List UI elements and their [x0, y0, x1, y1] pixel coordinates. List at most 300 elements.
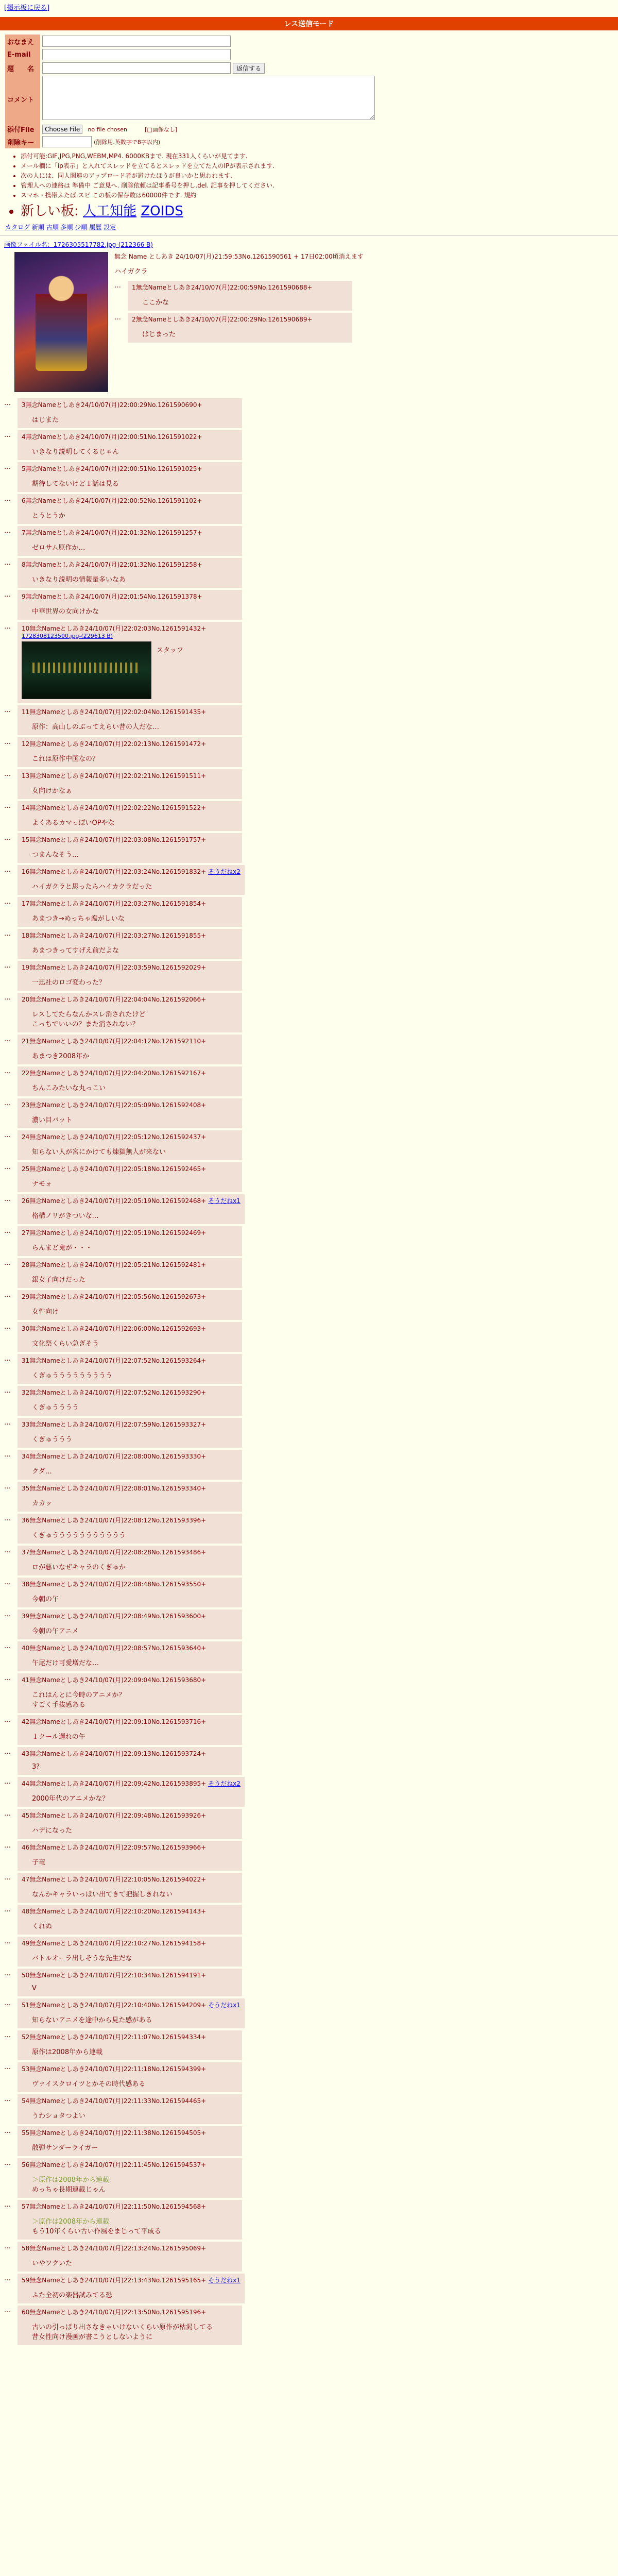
- reply-body: [32, 1402, 238, 1412]
- reply-line: ヴァイスクロイツとかその時代感ある: [32, 2080, 146, 2088]
- reply-body: [32, 1242, 238, 1252]
- reply-header: 56無念Nameとしあき24/10/07(月)22:11:45No.1261594537+: [22, 2161, 207, 2168]
- reply-marker: …: [4, 1547, 11, 1554]
- reply-header: 30無念Nameとしあき24/10/07(月)22:06:00No.1261592693+: [22, 1325, 207, 1332]
- reply-post: [18, 1937, 242, 1967]
- reply-body: [32, 977, 238, 987]
- reply-line: すごく手抜感ある: [32, 1701, 86, 1709]
- email-label: E-mail: [5, 48, 40, 61]
- reply-body: [32, 606, 238, 616]
- reply-header: 27無念Nameとしあき24/10/07(月)22:05:19No.1261592469+: [22, 1229, 207, 1236]
- reply-header: 40無念Nameとしあき24/10/07(月)22:08:57No.1261593640+: [22, 1645, 207, 1652]
- reply-header: 10無念Nameとしあき24/10/07(月)22:02:03No.1261591432+: [22, 625, 207, 632]
- reply-file-link[interactable]: 1728308123500.jpg-(229613 B): [22, 633, 113, 639]
- reply-marker: …: [4, 1778, 11, 1786]
- reply-marker: …: [4, 834, 11, 842]
- reply-marker: …: [4, 962, 11, 970]
- reply-body: [32, 446, 238, 456]
- reply-body: [32, 849, 238, 859]
- reply-line: 散弾サンダーライガー: [32, 2144, 98, 2152]
- reply-line: レスしてたらなんかスレ消されたけど: [32, 1011, 146, 1019]
- reply-body: [32, 1274, 238, 1284]
- reply-header: 17無念Nameとしあき24/10/07(月)22:03:27No.1261591854+: [22, 900, 207, 907]
- reply-row: [4, 1418, 614, 1448]
- catalog-link[interactable]: カタログ: [5, 224, 30, 231]
- sort-new-link[interactable]: 新順: [31, 224, 44, 231]
- choose-file-button[interactable]: Choose File: [42, 125, 82, 134]
- email-input[interactable]: [42, 49, 231, 60]
- new-board-label: 新しい板:: [21, 204, 79, 219]
- reply-body: [32, 510, 238, 520]
- sort-many-link[interactable]: 多順: [60, 224, 73, 231]
- reply-marker: …: [4, 1419, 11, 1427]
- reply-post: [18, 929, 242, 959]
- post-form: [5, 35, 613, 148]
- reply-post: [18, 2094, 242, 2124]
- reply-body: [32, 721, 238, 731]
- reply-header: 7無念Nameとしあき24/10/07(月)22:01:32No.1261591257+: [22, 529, 202, 536]
- reply-marker: …: [4, 2307, 11, 2314]
- new-board-link-ai[interactable]: 人工知能: [83, 204, 137, 219]
- reply-post: [128, 313, 352, 343]
- reply-marker: …: [114, 282, 121, 290]
- reply-header: 47無念Nameとしあき24/10/07(月)22:10:05No.1261594022+: [22, 1876, 207, 1883]
- new-board-notice: [21, 200, 608, 219]
- reply-header: 3無念Nameとしあき24/10/07(月)22:00:29No.1261590690+: [22, 401, 202, 409]
- reply-body: [32, 1763, 238, 1771]
- reply-post: [18, 705, 242, 735]
- reply-line: いやワクいた: [32, 2260, 73, 2267]
- rule-item: • 添付可能:GIF,JPG,PNG,WEBM,MP4. 6000KBまで. 現在331人くらいが見てます.: [21, 151, 608, 160]
- reply-body: [32, 1921, 238, 1930]
- reply-line: めっちゃ長期連載じゃん: [32, 2186, 106, 2194]
- reply-post: [18, 494, 242, 524]
- reply-row: [114, 313, 614, 343]
- reply-post: [18, 801, 242, 831]
- reply-marker: …: [4, 1674, 11, 1682]
- reply-body: [32, 542, 238, 552]
- reply-line: くぎゅううううううううううう: [32, 1532, 126, 1539]
- reply-marker: …: [4, 1227, 11, 1235]
- reply-row: [4, 558, 614, 588]
- reply-row: [4, 622, 614, 703]
- reply-line: くれぬ: [32, 1923, 53, 1930]
- reply-marker: …: [4, 1938, 11, 1945]
- reply-body: [32, 2078, 238, 2088]
- reply-line: とうとうか: [32, 512, 66, 520]
- reply-line: うわショタつよい: [32, 2112, 85, 2120]
- reply-marker: …: [4, 2031, 11, 2039]
- thread: [0, 240, 618, 2345]
- reply-body: [32, 1434, 238, 1444]
- reply-post: [18, 1066, 242, 1096]
- reply-post: [18, 2306, 242, 2345]
- reply-body: [32, 2110, 238, 2120]
- reply-header: 6無念Nameとしあき24/10/07(月)22:00:52No.1261591102+: [22, 497, 202, 504]
- reply-line: ハイガクラと思ったらハイカクラだった: [32, 883, 152, 891]
- reply-body: [32, 817, 238, 827]
- reply-marker: …: [4, 463, 11, 471]
- reply-header: 52無念Nameとしあき24/10/07(月)22:11:07No.1261594334+: [22, 2033, 207, 2041]
- reply-post: [18, 1482, 242, 1512]
- reply-line: 古いの引っぱり出さなきゃいけないくらい原作が枯渇してる: [32, 2324, 213, 2331]
- reply-marker: …: [4, 1195, 11, 1203]
- reply-header: 19無念Nameとしあき24/10/07(月)22:03:59No.1261592029+: [22, 964, 207, 971]
- reply-marker: …: [4, 1515, 11, 1522]
- reply-row: [4, 1841, 614, 1871]
- reply-quote: ＞原作は2008年から連載: [32, 2176, 110, 2184]
- catalog-links: [5, 223, 613, 231]
- reply-line: らんまど鬼が・・・: [32, 1244, 93, 1252]
- name-input[interactable]: [42, 36, 231, 47]
- reply-header: 21無念Nameとしあき24/10/07(月)22:04:12No.1261592110+: [22, 1038, 207, 1045]
- reply-post: [18, 1578, 242, 1607]
- file-status: no file chosen: [88, 126, 128, 133]
- subject-input[interactable]: [42, 62, 231, 74]
- reply-header: 33無念Nameとしあき24/10/07(月)22:07:59No.1261593327+: [22, 1421, 207, 1428]
- reply-row: [4, 1386, 614, 1416]
- reply-line: はじまった: [142, 331, 176, 338]
- op-header: 無念 Name としあき 24/10/07(月)21:59:53No.1261590561 + 17日02:00頃消えます: [114, 253, 364, 260]
- reply-line: V: [32, 1985, 37, 1992]
- reply-line: １クール遅れの午: [32, 1733, 85, 1741]
- reply-line: バトルオーラ出しそうな先生だな: [32, 1955, 132, 1962]
- reply-marker: …: [4, 1451, 11, 1459]
- reply-marker: …: [4, 706, 11, 714]
- reply-post: [18, 1162, 242, 1192]
- reply-post: [18, 1777, 245, 1807]
- reply-row: [4, 398, 614, 428]
- reply-header: 42無念Nameとしあき24/10/07(月)22:09:10No.1261593716+: [22, 1718, 207, 1725]
- settings-link[interactable]: 設定: [104, 224, 116, 231]
- reply-post: [18, 1035, 242, 1064]
- reply-line: ちんこみたいな丸っこい: [32, 1084, 106, 1092]
- reply-line: ナモォ: [32, 1180, 53, 1188]
- reply-header: 16無念Nameとしあき24/10/07(月)22:03:24No.1261591832+ そうだねx2: [22, 868, 241, 875]
- reply-post: [18, 430, 242, 460]
- reply-header: 34無念Nameとしあき24/10/07(月)22:08:00No.1261593330+: [22, 1453, 207, 1460]
- reply-post: [18, 1194, 245, 1224]
- reply-post: [18, 1546, 242, 1575]
- character-figure: [36, 268, 87, 371]
- reply-header: 35無念Nameとしあき24/10/07(月)22:08:01No.1261593340+: [22, 1485, 207, 1492]
- reply-body: [32, 1657, 238, 1667]
- reply-header: 29無念Nameとしあき24/10/07(月)22:05:56No.1261592673+: [22, 1293, 207, 1300]
- reply-post: [18, 1998, 245, 2028]
- reply-row: [4, 769, 614, 799]
- reply-row: [4, 526, 614, 556]
- reply-header: 11無念Nameとしあき24/10/07(月)22:02:04No.1261591435+: [22, 708, 207, 716]
- comment-label: コメント: [5, 75, 40, 123]
- reply-line: 3?: [32, 1763, 40, 1771]
- reply-header: 4無念Nameとしあき24/10/07(月)22:00:51No.1261591022+: [22, 433, 202, 440]
- reply-quote: ＞原作は2008年から連載: [32, 2218, 110, 2226]
- rule-item: • 管理人への連絡は 準備中 ご意見へ. 削除依頼は記事番号を押し.del. 記事を押してください.: [21, 181, 608, 190]
- reply-body: [32, 2290, 241, 2299]
- sort-old-link[interactable]: 古順: [46, 224, 59, 231]
- reply-post: [18, 1969, 242, 1996]
- reply-body: [32, 1466, 238, 1476]
- reply-thumbnail[interactable]: [22, 641, 151, 699]
- reply-row: [4, 1747, 614, 1775]
- reply-post: [18, 833, 242, 863]
- reply-line: くぎゅううううううううう: [32, 1372, 113, 1380]
- reply-post: [18, 1809, 242, 1839]
- reply-line: くぎゅうううう: [32, 1404, 79, 1412]
- reply-header: 57無念Nameとしあき24/10/07(月)22:11:50No.1261594568+: [22, 2203, 207, 2210]
- reply-marker: …: [4, 2243, 11, 2250]
- reply-line: 濃い目バット: [32, 1116, 73, 1124]
- reply-marker: …: [114, 314, 121, 321]
- reply-line: 文化祭くらい急ぎそう: [32, 1340, 99, 1348]
- reply-line: これは原作中国なの？: [32, 755, 99, 763]
- reply-header: 14無念Nameとしあき24/10/07(月)22:02:22No.1261591522+: [22, 804, 207, 811]
- reply-post: [18, 1258, 242, 1288]
- reply-row: [4, 865, 614, 895]
- reply-marker: …: [4, 495, 11, 503]
- reply-marker: …: [4, 1611, 11, 1618]
- reply-marker: …: [4, 770, 11, 778]
- name-label: おなまえ: [5, 35, 40, 48]
- reply-post: [18, 1841, 242, 1871]
- reply-row: [4, 1673, 614, 1713]
- no-image-checkbox[interactable]: [□画像なし]: [145, 126, 178, 133]
- reply-body: [32, 1985, 238, 1992]
- reply-header: 46無念Nameとしあき24/10/07(月)22:09:57No.1261593966+: [22, 1844, 207, 1851]
- reply-body: [32, 1889, 238, 1899]
- new-board-link-zoids[interactable]: ZOIDS: [141, 204, 183, 219]
- reply-line: ここかな: [142, 299, 169, 307]
- reply-body: [32, 785, 238, 795]
- reply-body: [32, 1857, 238, 1867]
- reply-body: [32, 1731, 238, 1741]
- reply-line: 中華世界の女向けかな: [32, 608, 99, 616]
- reply-post: [18, 1098, 242, 1128]
- reply-body: [32, 881, 241, 891]
- reply-row: [4, 1035, 614, 1064]
- reply-line: なんかキャラいっぱい出てきて把握しきれない: [32, 1891, 173, 1899]
- op-body: ハイガクラ: [114, 268, 148, 276]
- board-rules: [21, 151, 608, 219]
- reply-post: [18, 622, 242, 703]
- reply-body: [32, 1594, 238, 1603]
- reply-header: 41無念Nameとしあき24/10/07(月)22:09:04No.1261593680+: [22, 1676, 207, 1684]
- reply-line: 昔女性向け漫画が書こうとしないように: [32, 2333, 153, 2341]
- reply-marker: …: [4, 2275, 11, 2282]
- rule-item: • メール欄に「ip表示」と入れてスレッドを立てるとスレッドを立てた人のIPが表示されます.: [21, 161, 608, 170]
- file-label: 添付File: [5, 123, 40, 135]
- reply-marker: …: [4, 930, 11, 938]
- reply-row: [4, 1482, 614, 1512]
- reply-header: 45無念Nameとしあき24/10/07(月)22:09:48No.1261593926+: [22, 1812, 207, 1819]
- reply-body: [32, 913, 238, 923]
- reply-line: 今朝の午: [32, 1596, 59, 1603]
- reply-header: 58無念Nameとしあき24/10/07(月)22:13:24No.1261595069+: [22, 2245, 207, 2252]
- delete-key-note: (削除用.英数字で8字以内): [94, 139, 161, 146]
- reply-marker: …: [4, 1999, 11, 2007]
- reply-post: [18, 590, 242, 620]
- reply-marker: …: [4, 2127, 11, 2135]
- reply-row: [4, 737, 614, 767]
- reply-row: [4, 1809, 614, 1839]
- reply-marker: …: [4, 1906, 11, 1913]
- reply-body: [32, 2321, 238, 2341]
- reply-header: 22無念Nameとしあき24/10/07(月)22:04:20No.1261592167+: [22, 1070, 207, 1077]
- reply-header: 60無念Nameとしあき24/10/07(月)22:13:50No.1261595196+: [22, 2309, 207, 2316]
- reply-body: [32, 1530, 238, 1539]
- reply-row: [4, 1194, 614, 1224]
- reply-body: [32, 1793, 241, 1803]
- reply-line: よくあるカマっぽいOPやな: [32, 819, 115, 827]
- history-link[interactable]: 履歴: [89, 224, 102, 231]
- reply-row: [4, 2126, 614, 2156]
- reply-row: [4, 1450, 614, 1480]
- divider: [0, 235, 618, 236]
- reply-line: こっちでいいの？また消されない？: [32, 1021, 139, 1028]
- reply-post: [18, 2158, 242, 2198]
- reply-marker: …: [4, 1131, 11, 1139]
- reply-post: [18, 1450, 242, 1480]
- reply-line: 格構ノリがきついな…: [32, 1212, 99, 1220]
- reply-header: 9無念Nameとしあき24/10/07(月)22:01:54No.1261591378+: [22, 593, 202, 600]
- reply-line: カカッ: [32, 1500, 52, 1507]
- reply-line: 2000年代のアニメかな？: [32, 1795, 109, 1803]
- reply-row: [4, 1226, 614, 1256]
- reply-header: 28無念Nameとしあき24/10/07(月)22:05:21No.1261592481+: [22, 1261, 207, 1268]
- reply-body: [32, 1825, 238, 1835]
- reply-post: [18, 1226, 242, 1256]
- reply-marker: …: [4, 2095, 11, 2103]
- reply-post: [18, 1715, 242, 1745]
- reply-body: [32, 2014, 241, 2024]
- reply-row: [4, 833, 614, 863]
- reply-post: [18, 1641, 242, 1671]
- reply-header: 12無念Nameとしあき24/10/07(月)22:02:13No.1261591472+: [22, 740, 207, 748]
- reply-post: [18, 1354, 242, 1384]
- reply-row: [4, 1641, 614, 1671]
- op-file-link[interactable]: 画像ファイル名：1726305517782.jpg-(212366 B): [4, 241, 153, 248]
- reply-header: 25無念Nameとしあき24/10/07(月)22:05:18No.1261592465+: [22, 1165, 207, 1173]
- sort-few-link[interactable]: 少順: [75, 224, 88, 231]
- reply-marker: …: [4, 1387, 11, 1395]
- reply-line: つまんなそう…: [32, 851, 79, 859]
- reply-header: 8無念Nameとしあき24/10/07(月)22:01:32No.1261591258+: [22, 561, 202, 568]
- op-thumbnail[interactable]: [14, 252, 108, 392]
- reply-line: ハデになった: [32, 1827, 73, 1835]
- reply-row: [4, 494, 614, 524]
- reply-line: はじまた: [32, 416, 59, 424]
- reply-post: [18, 2030, 242, 2060]
- reply-post: [18, 897, 242, 927]
- rule-item: • 次の人には、同人関連のアップロード者が避けたほうが良いかと思われます.: [21, 171, 608, 180]
- reply-marker: …: [4, 1716, 11, 1724]
- submit-reply-button[interactable]: 返信する: [233, 63, 265, 74]
- reply-row: [4, 1969, 614, 1996]
- comment-textarea[interactable]: [42, 76, 375, 120]
- reply-header: 1無念Nameとしあき24/10/07(月)22:00:59No.1261590688+: [132, 284, 313, 291]
- reply-row: [4, 1578, 614, 1607]
- reply-line: もう10年くらい古い作風をまじって平成る: [32, 2228, 161, 2235]
- reply-body: [32, 1306, 238, 1316]
- reply-body: [32, 945, 238, 955]
- reply-marker: …: [4, 1355, 11, 1363]
- reply-marker: …: [4, 1259, 11, 1267]
- reply-row: [4, 929, 614, 959]
- reply-row: [4, 1322, 614, 1352]
- reply-line: 原作は2008年から連載: [32, 2048, 103, 2056]
- reply-row: [4, 1098, 614, 1128]
- reply-row: [4, 1777, 614, 1807]
- reply-post: [18, 1905, 242, 1935]
- sodane-button[interactable]: そうだねx1: [208, 2277, 241, 2284]
- back-to-board-link-wrap: [0, 0, 618, 14]
- reply-line: スタッフ: [157, 647, 184, 654]
- reply-marker: …: [4, 1810, 11, 1818]
- reply-line: 知らない人が宮にかけても煉獄無人が来ない: [32, 1148, 166, 1156]
- reply-header: 31無念Nameとしあき24/10/07(月)22:07:52No.1261593264+: [22, 1357, 207, 1364]
- reply-post: [18, 2062, 242, 2092]
- sodane-button[interactable]: そうだねx1: [208, 2002, 241, 2009]
- reply-marker: …: [4, 1642, 11, 1650]
- reply-row: [4, 1258, 614, 1288]
- reply-line: 子竜: [32, 1859, 46, 1867]
- reply-row: [4, 2274, 614, 2303]
- reply-line: ゼロサム原作か…: [32, 544, 85, 552]
- reply-post: [18, 865, 245, 895]
- reply-row: [114, 281, 614, 311]
- reply-post: [18, 1386, 242, 1416]
- reply-row: [4, 1609, 614, 1639]
- reply-line: あまつき→めっちゃ腐がしいな: [32, 915, 125, 923]
- back-to-board-link[interactable]: [掲示板に戻る]: [4, 4, 50, 12]
- reply-header: 53無念Nameとしあき24/10/07(月)22:11:18No.1261594399+: [22, 2065, 207, 2073]
- reply-post: [18, 2242, 242, 2272]
- reply-line: いきなり説明の情報量多いなあ: [32, 576, 126, 584]
- reply-body: [142, 329, 348, 338]
- sodane-button[interactable]: そうだねx1: [208, 1197, 241, 1205]
- reply-row: [4, 2242, 614, 2272]
- reply-post: [18, 1514, 242, 1544]
- reply-row: [4, 1066, 614, 1096]
- op-file-info: [4, 240, 614, 249]
- reply-line: 知らないアニメを途中から見た感がある: [32, 2016, 152, 2024]
- reply-header: 49無念Nameとしあき24/10/07(月)22:10:27No.1261594158+: [22, 1940, 207, 1947]
- reply-list: [4, 398, 614, 2345]
- reply-body: [32, 1689, 238, 1709]
- reply-header: 50無念Nameとしあき24/10/07(月)22:10:34No.1261594191+: [22, 1972, 207, 1979]
- reply-body: [32, 1498, 238, 1507]
- reply-marker: …: [4, 1323, 11, 1331]
- sodane-button[interactable]: そうだねx2: [208, 1780, 241, 1787]
- reply-body: [32, 1114, 238, 1124]
- reply-row: [4, 705, 614, 735]
- reply-marker: …: [4, 1036, 11, 1043]
- delete-key-input[interactable]: [42, 136, 92, 147]
- reply-post: [18, 462, 242, 492]
- reply-line: クダ…: [32, 1468, 52, 1476]
- reply-row: [4, 1514, 614, 1544]
- sodane-button[interactable]: そうだねx2: [208, 868, 241, 875]
- reply-line: ロが悪いなぜキャラのくぎゅか: [32, 1564, 126, 1571]
- reply-line: これはんとに今時のアニメか？: [32, 1691, 126, 1699]
- rule-item: • スマホ・携帯ふたば.スピ この板の保存数は60000件です. 規約: [21, 191, 608, 199]
- reply-post: [18, 398, 242, 428]
- reply-header: 26無念Nameとしあき24/10/07(月)22:05:19No.1261592468+ そうだねx1: [22, 1197, 241, 1205]
- reply-body: [32, 1562, 238, 1571]
- reply-post: [18, 526, 242, 556]
- reply-header: 20無念Nameとしあき24/10/07(月)22:04:04No.1261592066+: [22, 996, 207, 1003]
- reply-row: [4, 2030, 614, 2060]
